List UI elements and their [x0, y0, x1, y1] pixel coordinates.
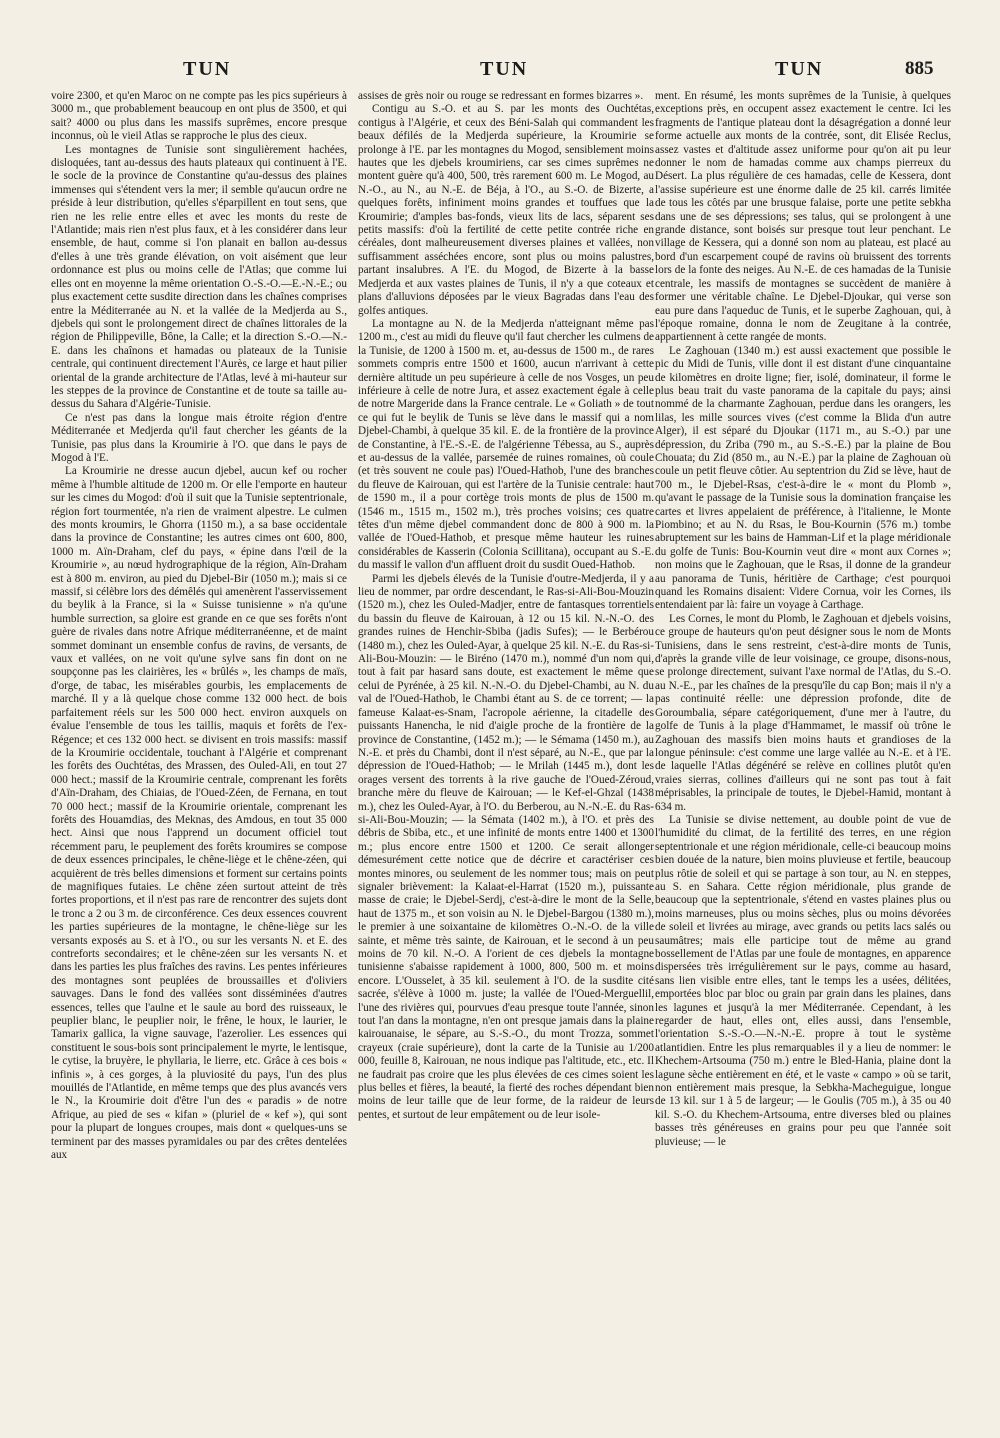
paragraph: La Kroumirie ne dresse aucun djebel, aucun kef ou rocher même à l'humble altitude de 1200 m. Or elle l'emporte en hauteur sur les cimes du Mogod: d'où il suit que la Tunisie septentrionale, région fort tourmentée, n'a rien de vraiment alpestre. Le culmen des monts kroumirs, le Ghorra (1150 m.), a sa base occidentale dans la province de Constantine; les autres cimes ont 600, 800, 1000 m. Aïn-Draham, clef du pays, « épine dans l'œil de la Kroumirie », au nœud hydrographique de la région, Aïn-Draham est à 800 m. environ, au pied du Djebel-Bir (1050 m.); mais si ce massif, si célèbre lors des démêlés qui amenèrent l'asservissement du beylik à la France, si la « Suisse tunisienne » n'a qu'une humble surrection, sa gloire est grande en ce que ses forêts n'ont guère de rivales dans notre Afrique méditerranéenne, et de maint sommet dominant un ensemble confus de ravins, de versants, de vaux et vallées, on ne voit qu'une sylve sans fin dont on ne soupçonne pas les clairières, les « brûlés », les champs de maïs, d'orge, de tabac, les misérables gourbis, les emplacements de marché. Il y a là quelque chose comme 132 000 hect. de bois parfaitement réels sur les 500 000 hect. environ auxquels on évalue l'ensemble de tous les taillis, maquis et forêts de l'ex-Régence; et ces 132 000 hect. se divisent en trois massifs: massif de la Kroumirie occidentale, touchant à l'Algérie et comprenant les forêts des Ouchtétas, des Mrassen, des Ouled-Ali, en tout 27 000 hect.; massif de la Kroumirie centrale, comprenant les forêts d'Aïn-Draham, des Chiaias, de l'Oued-Zéen, de Fernana, en tout 70 000 hect.; massif de la Kroumirie orientale, comprenant les forêts des Houamdias, des Meknas, des Amdous, en tout 35 000 hect. Ainsi que nous l'apprend un document officiel tout récemment paru, le peuplement des forêts kroumires se compose de deux essences principales, le chêne-liège et le chêne-zéen, qui acquièrent de très belles dimensions et forment sur certains points de magnifiques futaies. Le chêne zéen surtout atteint de très fortes proportions, et il n'est pas rare de rencontrer des sujets dont le tronc a 2 ou 3 m. de circonférence. Ces deux essences couvrent les parties supérieures de la montagne, le chêne-liège sur les versants exposés au S. et à l'O., ou sur les versants N. et E. des contreforts secondaires; et le chêne-zéen sur les versants N. et dans les parties les plus fraîches des ravins. Les pentes inférieures des montagnes sont peuplées de broussailles et d'oliviers sauvages. Dans le fond des vallées sont disséminées d'autres essences, telles que l'aulne et le saule au bord des ruisseaux, le peuplier blanc, le peuplier noir, le frêne, le houx, le laurier, le Tamarix gallica, la vigne sauvage, l'azerolier. Les essences qui constituent le sous-bois sont principalement le myrte, le lentisque, le cytise, la bruyère, le phyllaria, le lierre, etc. Grâce à ces bois « infinis », à ces gorges, à la pluviosité du pays, l'un des plus mouillés de l'Atlantide, en même temps que des plus avancés vers le N., la Kroumirie doit d'être l'un des « paradis » de notre Afrique, au pied de ses « kifan » (pluriel de « kef »), qui sont pour la plupart de longues croupes, mais dont « quelques-uns se terminent par des masses pyramidales ou par des crêtes dentelées aux	[51, 465, 347, 1162]
paragraph: Les Cornes, le mont du Plomb, le Zaghouan et djebels voisins, ce groupe de hauteurs qu'on peut désigner sous le nom de Monts Tunisiens, dans le sens restreint, c'est-à-dire monts de Tunis, d'après la grande ville de leur voisinage, ce groupe, disons-nous, se prolonge directement, suivant l'axe normal de l'Atlas, du S.-O. au N.-E., par les chaînes de la presqu'île du cap Bon; mais il n'y a pas continuité réelle: une dépression profonde, dite de Goroumbalia, sépare catégoriquement, d'une mer à l'autre, du golfe de Tunis à la plage d'Hammamet, le massif où trône le Zaghouan des massifs bien moins hauts et grandioses de la longue péninsule: c'est comme une large vallée au N.-E. et à l'E. de laquelle l'Atlas dégénéré se relève en collines plutôt qu'en vraies sierras, collines d'ailleurs qui ne sont pas tout à fait méprisables, la principale de toutes, le Djebel-Hamid, montant à 634 m.	[655, 612, 951, 813]
paragraph: Parmi les djebels élevés de la Tunisie d'outre-Medjerda, il y a lieu de nommer, par ordre descendant, le Ras-si-Ali-Bou-Mouzin (1520 m.), chez les Ouled-Madjer, entre de fantasques torrentiels du bassin du fleuve de Kairouan, à 12 ou 15 kil. N.-N.-O. des grandes ruines de Henchir-Sbiba (jadis Sufes); — le Berbérou (1480 m.), chez les Ouled-Ayar, à quelque 25 kil. N.-E. du Ras-si-Ali-Bou-Mouzin: — le Biréno (1470 m.), nommé d'un nom qui, tout à fait par hasard sans doute, est exactement le même que celui de Pyrénée, à 25 kil. N.-N.-O. du Djebel-Chambi, au N. du val de l'Oued-Hathob, le Chambi étant au S. de ce torrent; — la fameuse Kalaat-es-Snam, l'acropole aérienne, la citadelle des puissants Hanencha, le nid d'aigle proche de la frontière de la province de Constantine, (1452 m.); — le Sémama (1450 m.), au N.-E. et près du Chambi, dont il n'est séparé, au N.-E., que par la dépression de l'Oued-Hathob; — le Mrilah (1445 m.), dont les orages versent des torrents à la rive gauche de l'Oued-Zéroud, branche mère du fleuve de Kairouan; — le Kef-el-Ghzal (1438 m.), chez les Ouled-Ayar, à l'O. du Berberou, au N.-N.-E. du Ras-si-Ali-Bou-Mouzin; — la Sémata (1402 m.), à l'O. et près des débris de Sbiba, etc., et une infinité de monts entre 1400 et 1300 m.; plus encore entre 1500 et 1200. Ce serait allonger démesurément cette notice que de décrire et caractériser ces montes minores, ou seulement de les nommer tous; mais on peut signaler brièvement: la Kalaat-el-Harrat (1520 m.), puissante masse de craie; le Djebel-Serdj, c'est-à-dire le mont de la Selle, haut de 1375 m., et son voisin au N. le Djebel-Bargou (1380 m.), le premier à une soixantaine de kilomètres O.-N.-O. de la ville sainte, et même très sainte, de Kairouan, et le second à un peu moins de 70 kil. N.-O. A l'orient de ces djebels la montagne tunisienne s'abaisse rapidement à 1000, 800, 500 m. et moins encore. L'Ousselet, à 35 kil. seulement à l'O. de la susdite cité sacrée, s'élève à 1000 m. juste; la vallée de l'Oued-Merguellil, l'une des rivières qui, pourvues d'eau presque toute l'année, sinon tout l'an dans la montagne, n'en ont presque jamais dans la plaine kairouanaise, le sépare, au S.-S.-O., du mont Trozza, sommet crayeux (craie supérieure), dont la carte de la Tunisie au 1/200 000, feuille 8, Kairouan, ne nous indique pas l'altitude, etc., etc. Il ne faudrait pas croire que les plus élevées de ces cimes soient les plus belles et fières, la beauté, la fierté des roches dépendant bien moins de leur taille que de leur forme, de la raideur de leurs pentes, et surtout de leur empâtement ou de leur isole-	[358, 572, 654, 1121]
paragraph: Le Zaghouan (1340 m.) est aussi exactement que possible le pic du Midi de Tunis, ville dont il est distant d'une cinquantaine de kilomètres en droite ligne; fier, isolé, dominateur, il forme le plus beau trait du vaste panorama de la capitale du pays; ainsi nommé de la charmante Zaghouan, perdue dans les orangers, les lilas, les mille sources vives (c'est comme la Blida d'un autre Alger), il est séparé du Djoukar (1171 m., au S.-O.) par une dépression, du Zriba (790 m., au S.-S.-E.) par la plaine de Bou Chouata; du Zid (850 m., au N.-E.) par la plaine de Zaghouan où coule un petit fleuve côtier. Au septentrion du Zid se lève, haut de 700 m., le Djebel-Rsas, c'est-à-dire le « mont du Plomb », qu'avant le passage de la Tunisie sous la domination française les cartes et livres appelaient de préférence, à l'italienne, le Monte Piombino; et au N. du Rsas, le Bou-Kournin (576 m.) tombe abruptement sur les bains de Hamman-Lif et la plage méridionale du golfe de Tunis: Bou-Kournin veut dire « mont aux Cornes »; non moins que le Zaghouan, que le Rsas, il donne de la grandeur au panorama de Tunis, héritière de Carthage; c'est pourquoi quand les Romains disaient: Videre Cornua, voir les Cornes, ils entendaient par là: faire un voyage à Carthage.	[655, 344, 951, 612]
paragraph: assises de grès noir ou rouge se redressant en formes bizarres ».	[358, 90, 644, 102]
page-number: 885	[905, 58, 934, 79]
running-header	[0, 58, 1000, 84]
paragraph: La montagne au N. de la Medjerda n'atteignant même pas 1200 m., c'est au midi du fleuve qu'il faut chercher les culmens de la Tunisie, de 1200 à 1500 m. et, au-dessus de 1500 m., de rares sommets compris entre 1500 et 1600, aucun n'arrivant à cette dernière altitude un peu supérieure à celle de nos Vosges, un peu inférieure à celle de notre Jura, et assez exactement égale à celle de notre Margeride dans la France centrale. Le « Goliath » de tout ce qui fut le beylik de Tunis se lève dans le massif qui a nom Djebel-Chambi, à quelque 35 kil. E. de la frontière de la province de Constantine, à l'E.-S.-E. de l'algérienne Tébessa, au S., auprès et au-dessus de la vallée, parsemée de ruines romaines, où coule (et très souvent ne coule pas) l'Oued-Hathob, l'une des branches du fleuve de Kairouan, qui est l'artère de la Tunisie centrale: haut de 1590 m., il a pour cortège trois monts de plus de 1500 m. (1546 m., 1515 m., 1502 m.), très proches voisins; ces quatre têtes d'un même djebel commandent donc de 800 à 900 m. la vallée de l'Oued-Hathob, et presque même hauteur les ruines considérables de Kasserin (Colonia Scillitana), occupant au S.-E. du massif le vallon d'un affluent droit du susdit Oued-Hathob.	[358, 317, 654, 572]
paragraph: voire 2300, et qu'en Maroc on ne compte pas les pics supérieurs à 3000 m., que probablement beaucoup en ont plus de 3500, et qui sait? 4000 ou plus dans les massifs suprêmes, encore presque inconnus, où le vieil Atlas se rapproche le plus des cieux.	[51, 90, 347, 143]
paragraph: ment. En résumé, les monts suprêmes de la Tunisie, à quelques exceptions près, en occupent assez exactement le centre. Ici les fragments de l'antique plateau dont la désagrégation a donné leur forme actuelle aux monts de la contrée, sont, dit Elisée Reclus, assez vastes et d'altitude assez uniforme pour qu'on ait pu leur donner le nom de hamadas comme aux champs pierreux du Désert. La plus régulière de ces hamadas, celle de Kessera, dont l'assise supérieure est une énorme dalle de 25 kil. carrés limitée de tous les côtés par une brusque falaise, porte une petite sebkha dans une de ses dépressions; ses talus, qui se prolongent à une grande distance, sont boisés sur presque tout leur penchant. Le village de Kessera, qui a donné son nom au plateau, est placé au bord d'un escarpement coupé de ravins où bruissent des torrents lors de la fonte des neiges. Au N.-E. de ces hamadas de la Tunisie centrale, les massifs de montagnes se succèdent de manière à former une véritable chaîne. Le Djebel-Djoukar, qui verse son eau pure dans l'aqueduc de Tunis, et le superbe Zaghouan, qui, à l'époque romaine, donna le nom de Zeugitane à la contrée, appartiennent à cette rangée de monts.	[655, 90, 951, 344]
headword-center: TUN	[480, 58, 529, 80]
paragraph: La Tunisie se divise nettement, au double point de vue de l'humidité du climat, de la fertilité des terres, en une région septentrionale et une région méridionale, celle-ci beaucoup moins bien douée de la nature, bien moins pluvieuse et fertile, beaucoup plus rôtie de soleil et qui se partage à son tour, au N. en steppes, au S. en Sahara. Cette région méridionale, plus grande de beaucoup que la septentrionale, s'étend en vastes plaines plus ou moins marneuses, plus ou moins sèches, plus ou moins dévorées de soleil et livrées au mirage, avec grands ou petits lacs salés ou saumâtres; mais elle participe tout de même au grand bossellement de l'Atlas par une foule de montagnes, en apparence dispersées très irrégulièrement sur le pays, comme au hasard, sans lien visible entre elles, tant le temps les a usées, délitées, emportées bloc par bloc ou grain par grain dans les plaines, dans les lagunes et jusqu'à la mer Méditerranée. Cependant, à les regarder de haut, elles ont, elles aussi, dans l'ensemble, l'orientation S.-S.-O.—N.-N.-E. propre à tout le système atlantidien. Entre les plus remarquables il y a lieu de nommer: le Khechem-Artsouma (750 m.) entre le Bled-Hania, plaine dont la lagune sèche entièrement en été, et le vaste « campo » où se tarit, non entièrement mais presque, la Sebkha-Macheguigue, longue de 13 kil. sur 1 à 5 de largeur; — le Goulis (705 m.), à 35 ou 40 kil. S.-O. du Khechem-Artsouma, entre diverses bled ou plaines basses très généreuses en grains pour peu que l'année soit pluvieuse; — le	[655, 813, 951, 1148]
text-column-center	[358, 90, 654, 1380]
headword-left: TUN	[183, 58, 232, 80]
text-column-right	[655, 90, 951, 1380]
paragraph: Contigu au S.-O. et au S. par les monts des Ouchtétas, contigus à l'Algérie, et ceux des Béni-Salah qui commandent les beaux défilés de la Medjerda supérieure, la Kroumirie se prolonge à l'E. par les montagnes du Mogod, sensiblement moins hautes que les djebels kroumiriens, car ses cimes suprêmes ne montent guère qu'à 400, 500, très rarement 600 m. Le Mogod, au N.-O., au N., au N.-E. de Béja, à l'O., au S.-O. de Bizerte, a quelques forêts, infiniment moins grandes et touffues que la Kroumirie; d'amples bas-fonds, vieux lits de lacs, séparent ses petits massifs: d'où la fertilité de cette petite contrée riche en céréales, dont malheureusement diverses plaines et vallées, non suffisamment asséchées encore, sont plus ou moins palustres, partant insalubres. A l'E. du Mogod, de Bizerte à la basse Medjerda et aux vastes plaines de Tunis, il n'y a que coteaux et plans d'alluvions déposées par le vieux Bagradas dans l'eau des golfes antiques.	[358, 103, 654, 317]
paragraph: Ce n'est pas dans la longue mais étroite région d'entre Méditerranée et Medjerda qu'il faut chercher les géants de la Tunisie, pas plus dans la Kroumirie à l'O. que dans le pays de Mogod à l'E.	[51, 411, 347, 464]
paragraph: Les montagnes de Tunisie sont singulièrement hachées, disloquées, tant au-dessus des hauts plateaux qui continuent à l'E. le socle de la province de Constantine qu'au-dessus des plaines immenses qui s'étendent vers la mer; il semble qu'aucun ordre ne préside à leur distribution, qu'elles s'éparpillent en tout sens, que rien ne les relie entre elles et avec les monts du reste de l'Atlantide; mais rien n'est plus faux, et à les considérer dans leur ensemble, de haut, comme si l'on planait en ballon au-dessus d'elles à une très grande élévation, on voit aisément que leur ordonnance est plus ou moins celle de l'Atlas; que comme lui elles ont en moyenne la même orientation O.-S.-O.—E.-N.-E.; ou plus exactement cette susdite direction dans les chaînes comprises entre la Méditerranée au N. et la vallée de la Medjerda au S., djebels qui sont le prolongement direct de chaînes littorales de la région de Philippeville, Bône, la Calle; et la direction S.-O.—N.-E. dans les chaînons et hamadas ou plateaux de la Tunisie centrale, qui continuent directement l'Aurès, ce large et haut pilier oriental de la grande architecture de l'Atlas, levé à mi-hauteur sur les steppes de la province de Constantine et de toute sa taille au-dessus du Sahara d'Algérie-Tunisie.	[51, 143, 347, 411]
headword-right: TUN	[775, 58, 824, 80]
text-column-left	[51, 90, 347, 1380]
